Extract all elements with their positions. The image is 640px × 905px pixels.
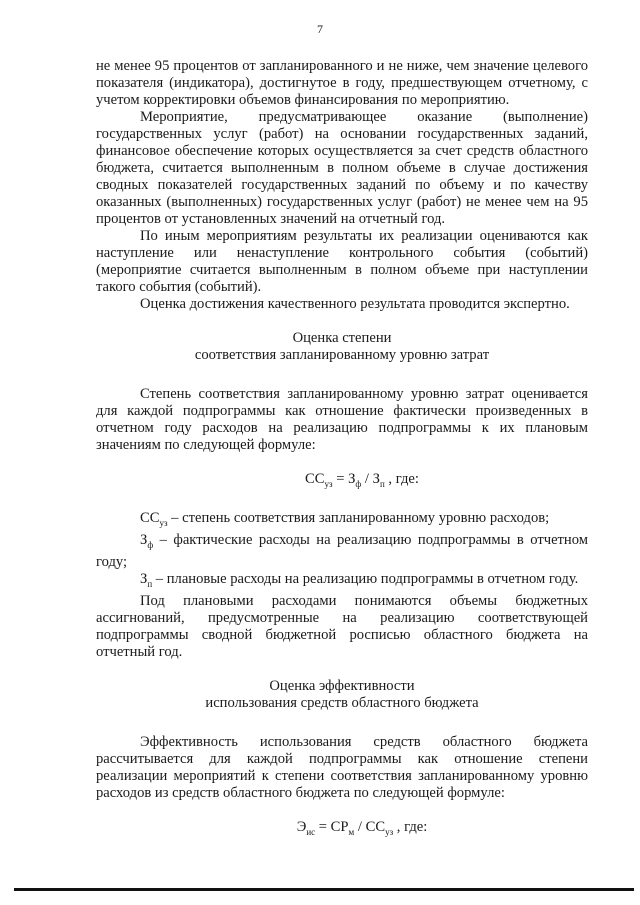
section-heading-efficiency-line2: использования средств областного бюджета [205,694,479,711]
formula-cost-compliance: $СС_{уз} = З_ф / З_п$ , где: [305,471,419,489]
section-heading-cost-line1: Оценка степени [292,330,392,346]
document-body [96,58,588,841]
page-number: 7 [317,22,323,36]
section-heading-cost-line2: соответствия запланированному уровню затрат [194,347,490,363]
paragraph-cost-compliance: Степень соответствия запланированному уровню затрат оценивается для каждой подпрограммы как отношение фактически произведенных в отчетном году расходов на реализацию подпрограммы к их плановым значениям по следующей формуле: [96,386,588,453]
definition-item: $СС_{уз}$ – степень соответствия запланированному уровню расходов; [140,509,550,528]
paragraph-other-measures: По иным мероприятиям результаты их реализации оцениваются как наступление или ненаступление контрольного события (событий) (мероприятие считается выполненным в полном объеме при наступлении такого события (событий). [96,228,588,295]
paragraph-qualitative: Оценка достижения качественного результата проводится экспертно. [140,296,570,312]
section-heading-efficiency-line1: Оценка эффективности [269,677,415,694]
paragraph-continued: не менее 95 процентов от запланированного и не ниже, чем значение целевого показателя (индикатора), достигнутое в году, предшествующем отчетному, с учетом корректировки объемов финансирования по мероприятию. [96,58,588,108]
definition-item: $З_ф$ – фактические расходы на реализацию подпрограммы в отчетном году; [96,531,588,570]
paragraph-state-services: Мероприятие, предусматривающее оказание (выполнение) государственных услуг (работ) на основании государственных заданий, финансовое обеспечение которых осуществляется за счет средств областного бюджета, считается выполненным в полном объеме в случае достижения сводных показателей государственных заданий по объему и по качеству оказанных (выполненных) государственных услуг (работ) не менее чем на 95 процентов от установленных значений на отчетный год. [96,109,588,227]
formula-efficiency: $Э_{ис} = СР_м / СС_{уз}$ , где: [296,818,428,837]
paragraph-efficiency: Эффективность использования средств областного бюджета рассчитывается для каждой подпрограммы как отношение степени реализации мероприятий к степени соответствия запланированному уровню расходов из средств областного бюджета по следующей формуле: [96,733,588,801]
bottom-scan-edge [14,888,634,891]
paragraph-planned-expenses: Под плановыми расходами понимаются объемы бюджетных ассигнований, предусмотренные на реализацию соответствующей подпрограммы сводной бюджетной росписью областного бюджета на отчетный год. [96,592,588,660]
definition-item: $З_п$ – плановые расходы на реализацию подпрограммы в отчетном году. [140,570,579,589]
